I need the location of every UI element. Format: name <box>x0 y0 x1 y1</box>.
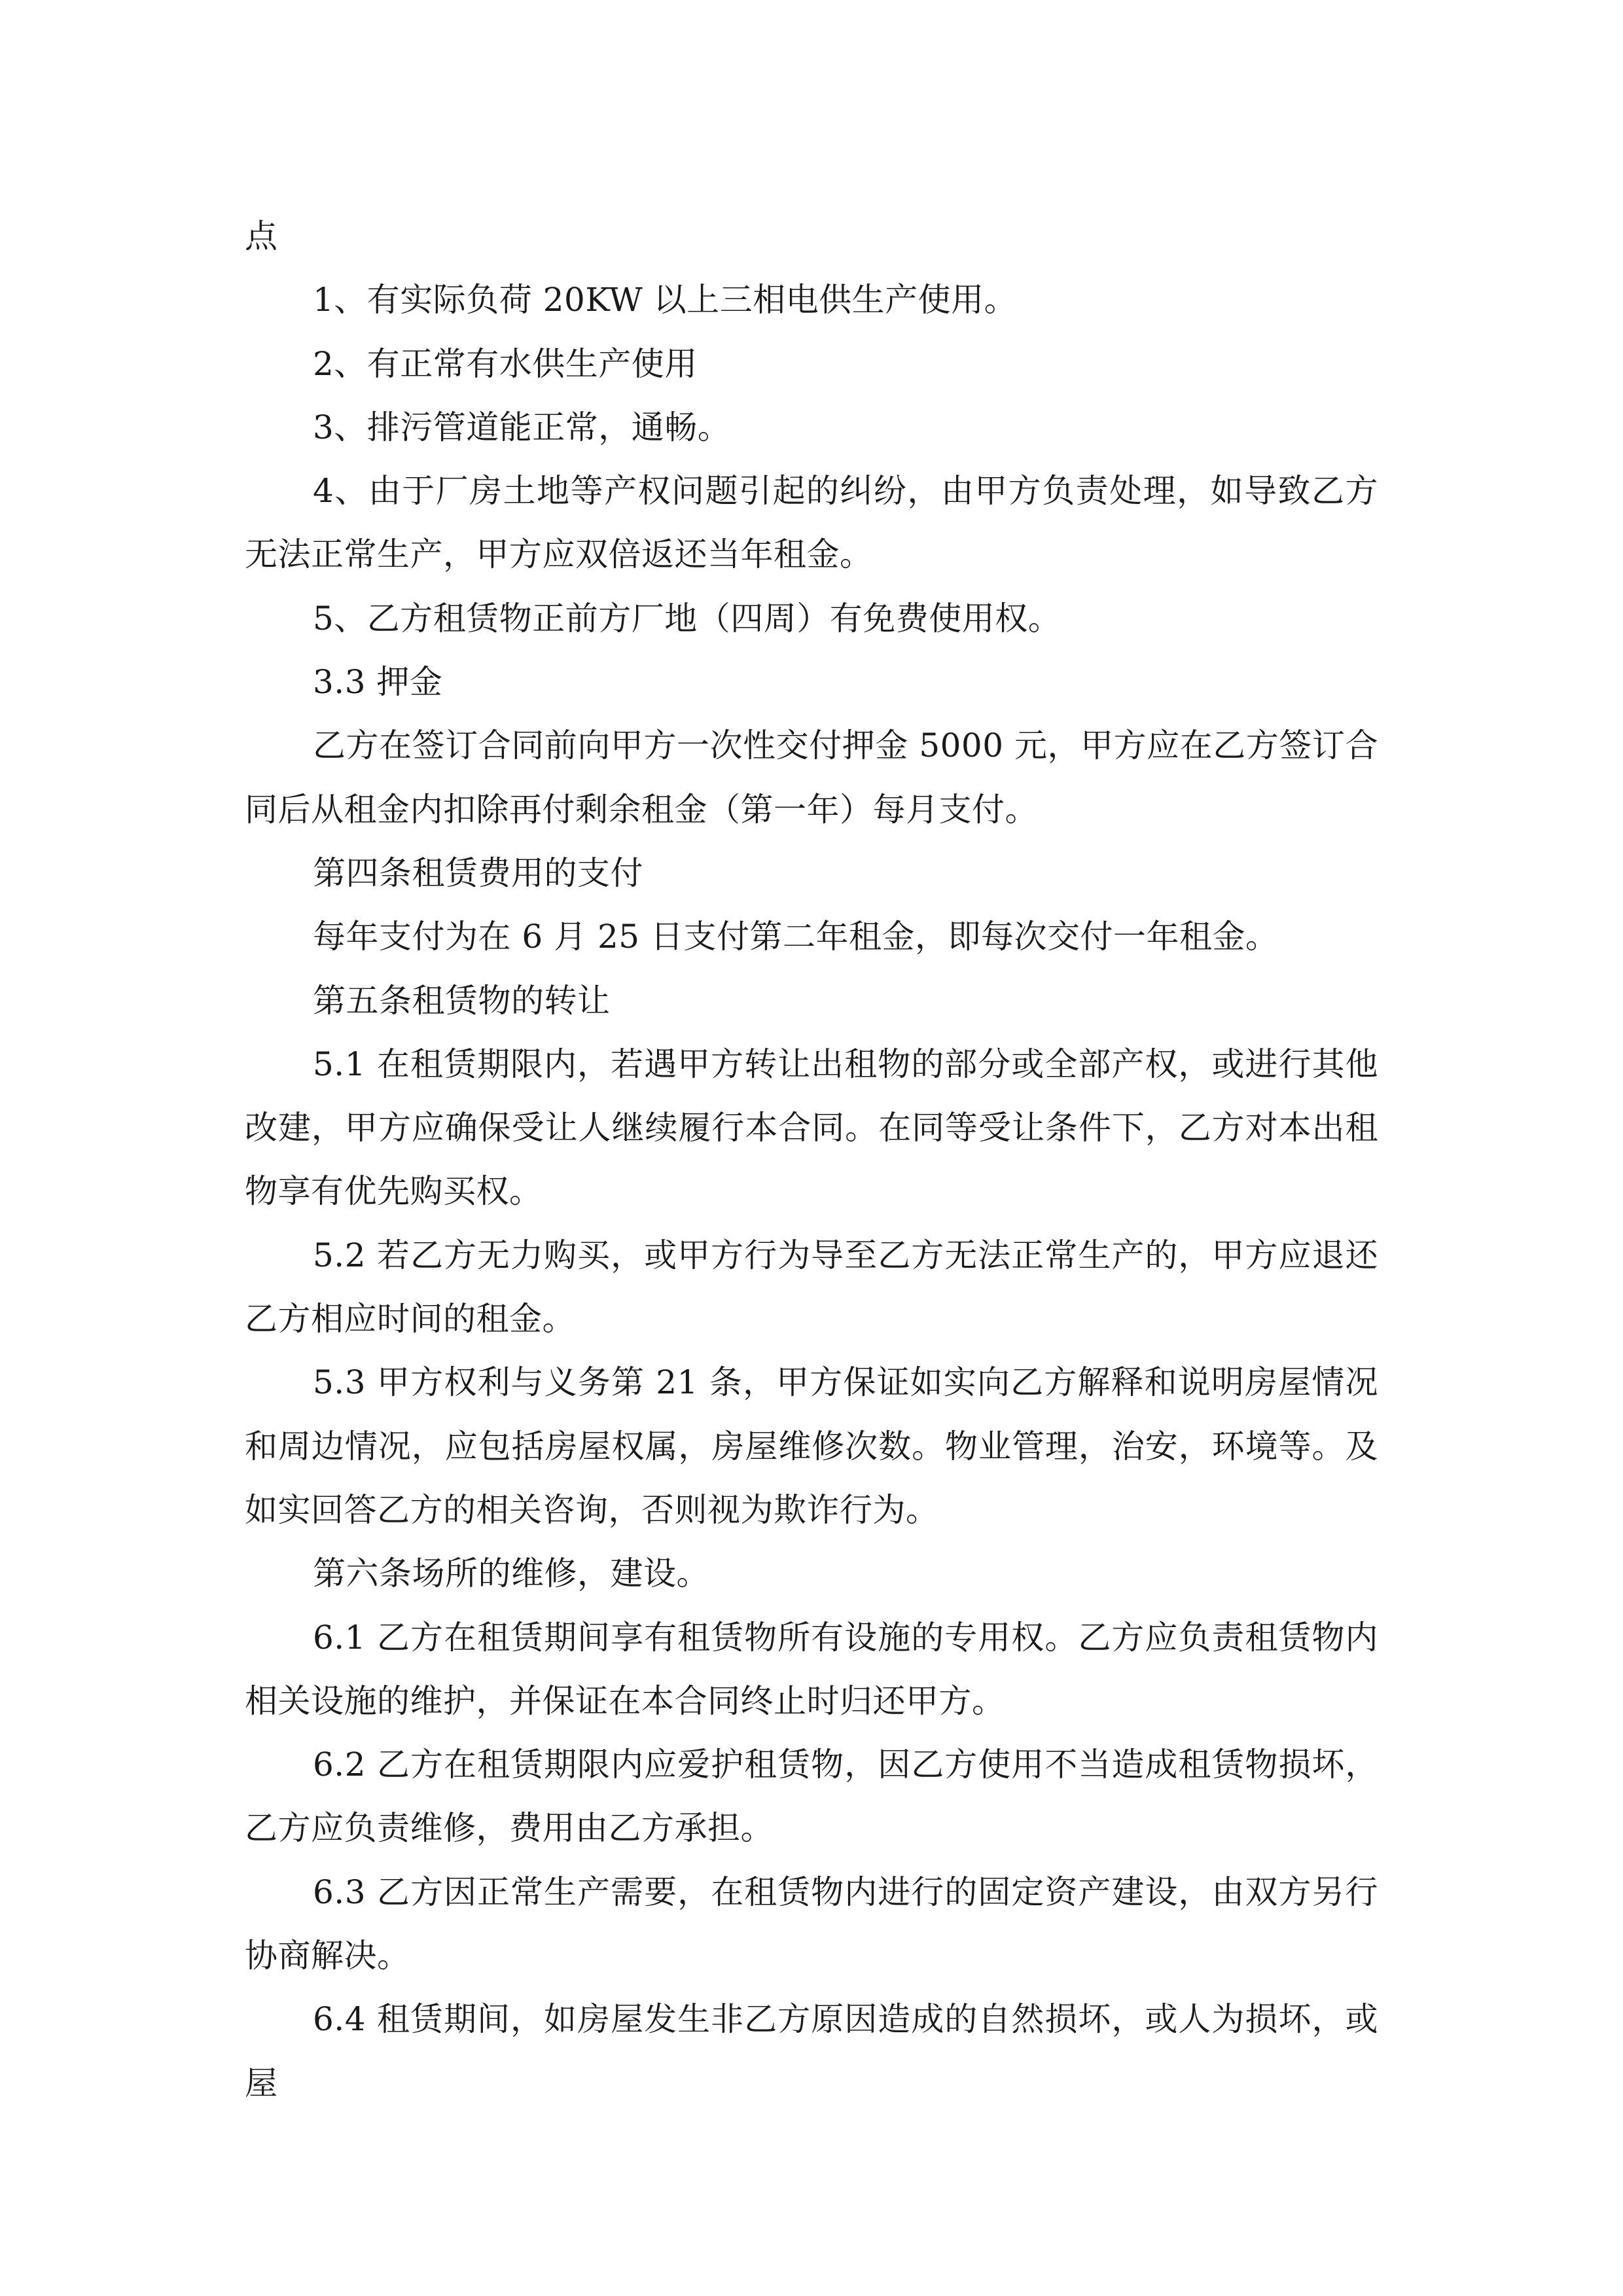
deposit-paragraph: 乙方在签订合同前向甲方一次性交付押金 5000 元，甲方应在乙方签订合同后从租金内扣除再付剩余租金（第一年）每月支付。 <box>245 726 1378 829</box>
section-heading-deposit: 3.3 押金 <box>313 663 443 702</box>
article-4-heading: 第四条租赁费用的支付 <box>313 853 643 892</box>
clause-6-4: 6.4 租赁期间，如房屋发生非乙方原因造成的自然损坏，或人为损坏，或屋 <box>245 2000 1378 2102</box>
clause-item-3: 3、排污管道能正常，通畅。 <box>313 408 731 446</box>
clause-6-2: 6.2 乙方在租赁期限内应爱护租赁物，因乙方使用不当造成租赁物损坏，乙方应负责维修，费用由乙方承担。 <box>245 1746 1378 1848</box>
clause-item-1: 1、有实际负荷 20KW 以上三相电供生产使用。 <box>313 281 1018 319</box>
clause-5-2: 5.2 若乙方无力购买，或甲方行为导至乙方无法正常生产的，甲方应退还乙方相应时间的租金。 <box>245 1236 1378 1338</box>
payment-paragraph: 每年支付为在 6 月 25 日支付第二年租金，即每次交付一年租金。 <box>313 918 1279 956</box>
article-6-heading: 第六条场所的维修，建设。 <box>313 1554 709 1593</box>
clause-item-5: 5、乙方租赁物正前方厂地（四周）有免费使用权。 <box>313 599 1061 637</box>
clause-5-3: 5.3 甲方权利与义务第 21 条，甲方保证如实向乙方解释和说明房屋情况和周边情况，应包括房屋权属，房屋维修次数。物业管理，治安，环境等。及如实回答乙方的相关咨询，否则视为欺诈行为。 <box>245 1363 1378 1529</box>
clause-6-1: 6.1 乙方在租赁期间享有租赁物所有设施的专用权。乙方应负责租赁物内相关设施的维护，并保证在本合同终止时归还甲方。 <box>245 1618 1378 1720</box>
article-5-heading: 第五条租赁物的转让 <box>313 981 611 1020</box>
clause-6-3: 6.3 乙方因正常生产需要，在租赁物内进行的固定资产建设，由双方另行协商解决。 <box>245 1873 1378 1975</box>
clause-5-1: 5.1 在租赁期限内，若遇甲方转让出租物的部分或全部产权，或进行其他改建，甲方应确保受让人继续履行本合同。在同等受让条件下，乙方对本出租物享有优先购买权。 <box>245 1045 1378 1211</box>
clause-item-2: 2、有正常有水供生产使用 <box>313 344 698 383</box>
document-body <box>245 205 1378 2115</box>
clause-item-4: 4、由于厂房土地等产权问题引起的纠纷，由甲方负责处理，如导致乙方无法正常生产，甲方应双倍返还当年租金。 <box>245 472 1378 574</box>
paragraph-continuation: 点 <box>245 217 278 255</box>
